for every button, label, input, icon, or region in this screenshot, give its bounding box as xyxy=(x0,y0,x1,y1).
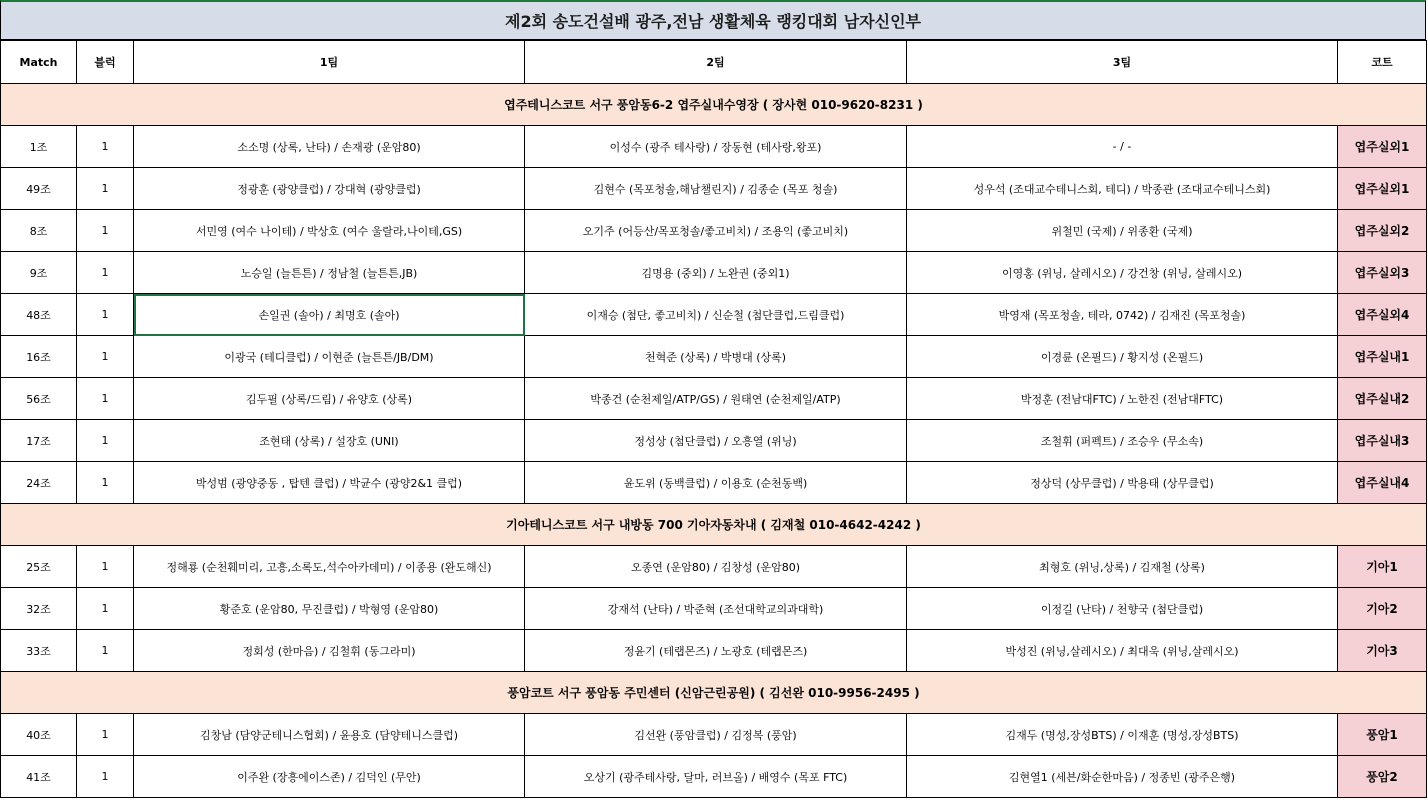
match-cell[interactable]: 1조 xyxy=(1,126,77,168)
court-cell[interactable]: 엽주실외2 xyxy=(1338,210,1427,252)
team2-cell[interactable]: 김선완 (풍암클럽) / 김정복 (풍암) xyxy=(525,714,907,756)
sheet-title[interactable]: 제2회 송도건설배 광주,전남 생활체육 랭킹대회 남자신인부 xyxy=(0,0,1426,40)
team2-cell[interactable]: 김명용 (중외) / 노완권 (중외1) xyxy=(525,252,907,294)
team3-cell[interactable]: 박영재 (목포청솔, 테라, 0742) / 김재진 (목포청솔) xyxy=(907,294,1338,336)
team2-cell[interactable]: 윤도위 (동백클럽) / 이용호 (순천동백) xyxy=(525,462,907,504)
court-cell[interactable]: 엽주실내2 xyxy=(1338,378,1427,420)
team2-cell[interactable]: 이성수 (광주 테사랑) / 장동현 (테사랑,왕포) xyxy=(525,126,907,168)
team1-cell[interactable]: 서민영 (여수 나이테) / 박상호 (여수 울랄라,나이테,GS) xyxy=(134,210,525,252)
block-cell[interactable]: 1 xyxy=(77,714,134,756)
court-cell[interactable]: 풍암2 xyxy=(1338,756,1427,798)
match-row xyxy=(1,630,1427,672)
block-cell[interactable]: 1 xyxy=(77,126,134,168)
team1-cell[interactable]: 박성범 (광양중동 , 탑텐 클럽) / 박균수 (광양2&1 클럽) xyxy=(134,462,525,504)
match-cell[interactable]: 9조 xyxy=(1,252,77,294)
team3-cell[interactable]: 김재두 (명성,장성BTS) / 이재훈 (명성,장성BTS) xyxy=(907,714,1338,756)
match-cell[interactable]: 25조 xyxy=(1,546,77,588)
court-cell[interactable]: 풍암1 xyxy=(1338,714,1427,756)
block-cell[interactable]: 1 xyxy=(77,462,134,504)
header-team2[interactable]: 2팀 xyxy=(525,41,907,84)
team3-cell[interactable]: 정상덕 (상무클럽) / 박용태 (상무클럽) xyxy=(907,462,1338,504)
match-row xyxy=(1,336,1427,378)
match-cell[interactable]: 16조 xyxy=(1,336,77,378)
match-cell[interactable]: 8조 xyxy=(1,210,77,252)
court-cell[interactable]: 엽주실외1 xyxy=(1338,126,1427,168)
team3-cell[interactable]: - / - xyxy=(907,126,1338,168)
team2-cell[interactable]: 정성상 (첨단클럽) / 오흥열 (위닝) xyxy=(525,420,907,462)
block-cell[interactable]: 1 xyxy=(77,252,134,294)
team1-cell[interactable]: 정광훈 (광양클럽) / 강대혁 (광양클럽) xyxy=(134,168,525,210)
schedule-table xyxy=(0,40,1427,798)
team2-cell[interactable]: 오종연 (운암80) / 김창성 (운암80) xyxy=(525,546,907,588)
venue-label[interactable]: 엽주테니스코트 서구 풍암동6-2 엽주실내수영장 ( 장사현 010-9620-8231 ) xyxy=(1,84,1427,126)
venue-label[interactable]: 풍암코트 서구 풍암동 주민센터 (신암근린공원) ( 김선완 010-9956-2495 ) xyxy=(1,672,1427,714)
team2-cell[interactable]: 박종건 (순천제일/ATP/GS) / 원태연 (순천제일/ATP) xyxy=(525,378,907,420)
team2-cell[interactable]: 천혁준 (상록) / 박병대 (상록) xyxy=(525,336,907,378)
block-cell[interactable]: 1 xyxy=(77,630,134,672)
match-row xyxy=(1,168,1427,210)
team3-cell[interactable]: 최형호 (위닝,상록) / 김재철 (상록) xyxy=(907,546,1338,588)
team2-cell[interactable]: 오기주 (어등산/목포청솔/좋고비치) / 조용익 (좋고비치) xyxy=(525,210,907,252)
team1-cell[interactable]: 정회성 (한마음) / 김철휘 (동그라미) xyxy=(134,630,525,672)
team3-cell[interactable]: 성우석 (조대교수테니스회, 테디) / 박종관 (조대교수테니스회) xyxy=(907,168,1338,210)
court-cell[interactable]: 기아2 xyxy=(1338,588,1427,630)
match-cell[interactable]: 40조 xyxy=(1,714,77,756)
match-row xyxy=(1,756,1427,798)
block-cell[interactable]: 1 xyxy=(77,168,134,210)
header-court[interactable]: 코트 xyxy=(1338,41,1427,84)
match-row xyxy=(1,588,1427,630)
header-team3[interactable]: 3팀 xyxy=(907,41,1338,84)
match-row xyxy=(1,126,1427,168)
team3-cell[interactable]: 이정길 (난타) / 천향국 (첨단클럽) xyxy=(907,588,1338,630)
block-cell[interactable]: 1 xyxy=(77,378,134,420)
match-cell[interactable]: 41조 xyxy=(1,756,77,798)
block-cell[interactable]: 1 xyxy=(77,588,134,630)
court-cell[interactable]: 엽주실내4 xyxy=(1338,462,1427,504)
team3-cell[interactable]: 조철휘 (퍼펙트) / 조승우 (무소속) xyxy=(907,420,1338,462)
team1-cell[interactable]: 손일권 (솔아) / 최명호 (솔아) xyxy=(134,294,525,336)
team2-cell[interactable]: 이재승 (첨단, 좋고비치) / 신순철 (첨단클럽,드림클럽) xyxy=(525,294,907,336)
venue-label[interactable]: 기아테니스코트 서구 내방동 700 기아자동차내 ( 김재철 010-4642-4242 ) xyxy=(1,504,1427,546)
match-row xyxy=(1,252,1427,294)
header-match[interactable]: Match xyxy=(1,41,77,84)
match-row xyxy=(1,378,1427,420)
team3-cell[interactable]: 김현열1 (세븐/화순한마음) / 정종빈 (광주은행) xyxy=(907,756,1338,798)
court-cell[interactable]: 엽주실외1 xyxy=(1338,168,1427,210)
match-cell[interactable]: 32조 xyxy=(1,588,77,630)
match-cell[interactable]: 33조 xyxy=(1,630,77,672)
venue-row xyxy=(1,84,1427,126)
match-cell[interactable]: 49조 xyxy=(1,168,77,210)
team3-cell[interactable]: 박성진 (위닝,살레시오) / 최대욱 (위닝,살레시오) xyxy=(907,630,1338,672)
venue-row xyxy=(1,504,1427,546)
block-cell[interactable]: 1 xyxy=(77,756,134,798)
team1-cell[interactable]: 소소명 (상록, 난타) / 손재광 (운암80) xyxy=(134,126,525,168)
team1-cell[interactable]: 이주완 (장흥에이스존) / 김덕인 (무안) xyxy=(134,756,525,798)
match-row xyxy=(1,210,1427,252)
match-cell[interactable]: 48조 xyxy=(1,294,77,336)
team1-cell[interactable]: 이광국 (테디클럽) / 이현준 (늘튼튼/JB/DM) xyxy=(134,336,525,378)
court-cell[interactable]: 기아3 xyxy=(1338,630,1427,672)
court-cell[interactable]: 엽주실외4 xyxy=(1338,294,1427,336)
header-block[interactable]: 블럭 xyxy=(77,41,134,84)
team1-cell[interactable]: 황준호 (운암80, 무진클럽) / 박형영 (운암80) xyxy=(134,588,525,630)
block-cell[interactable]: 1 xyxy=(77,294,134,336)
table-body xyxy=(1,84,1427,798)
venue-row xyxy=(1,672,1427,714)
header-row xyxy=(1,41,1427,84)
team3-cell[interactable]: 이경륜 (온필드) / 황지성 (온필드) xyxy=(907,336,1338,378)
team2-cell[interactable]: 김현수 (목포청솔,해남챌린지) / 김종순 (목포 청솔) xyxy=(525,168,907,210)
team1-cell[interactable]: 정해룡 (순천훼미리, 고흥,소록도,석수아카데미) / 이종용 (완도해신) xyxy=(134,546,525,588)
match-row xyxy=(1,420,1427,462)
match-row xyxy=(1,462,1427,504)
match-row xyxy=(1,546,1427,588)
court-cell[interactable]: 기아1 xyxy=(1338,546,1427,588)
team2-cell[interactable]: 정윤기 (테랩몬즈) / 노광호 (테랩몬즈) xyxy=(525,630,907,672)
match-row xyxy=(1,294,1427,336)
block-cell[interactable]: 1 xyxy=(77,546,134,588)
court-cell[interactable]: 엽주실내3 xyxy=(1338,420,1427,462)
team1-cell[interactable]: 김창남 (담양군테니스협회) / 윤용호 (담양테니스클럽) xyxy=(134,714,525,756)
team1-cell[interactable]: 노승일 (늘튼튼) / 정남철 (늘튼튼,JB) xyxy=(134,252,525,294)
team2-cell[interactable]: 오상기 (광주테사랑, 달마, 러브올) / 배영수 (목포 FTC) xyxy=(525,756,907,798)
team3-cell[interactable]: 박정훈 (전남대FTC) / 노한진 (전남대FTC) xyxy=(907,378,1338,420)
match-cell[interactable]: 17조 xyxy=(1,420,77,462)
block-cell[interactable]: 1 xyxy=(77,210,134,252)
team1-cell[interactable]: 김두필 (상록/드림) / 유양호 (상록) xyxy=(134,378,525,420)
header-team1[interactable]: 1팀 xyxy=(134,41,525,84)
match-cell[interactable]: 24조 xyxy=(1,462,77,504)
block-cell[interactable]: 1 xyxy=(77,420,134,462)
team3-cell[interactable]: 이영홍 (위닝, 살레시오) / 강건창 (위닝, 살레시오) xyxy=(907,252,1338,294)
match-row xyxy=(1,714,1427,756)
court-cell[interactable]: 엽주실외3 xyxy=(1338,252,1427,294)
court-cell[interactable]: 엽주실내1 xyxy=(1338,336,1427,378)
team1-cell[interactable]: 조현태 (상록) / 설장호 (UNI) xyxy=(134,420,525,462)
team2-cell[interactable]: 강재석 (난타) / 박준혁 (조선대학교의과대학) xyxy=(525,588,907,630)
block-cell[interactable]: 1 xyxy=(77,336,134,378)
match-cell[interactable]: 56조 xyxy=(1,378,77,420)
team3-cell[interactable]: 위철민 (국제) / 위종환 (국제) xyxy=(907,210,1338,252)
